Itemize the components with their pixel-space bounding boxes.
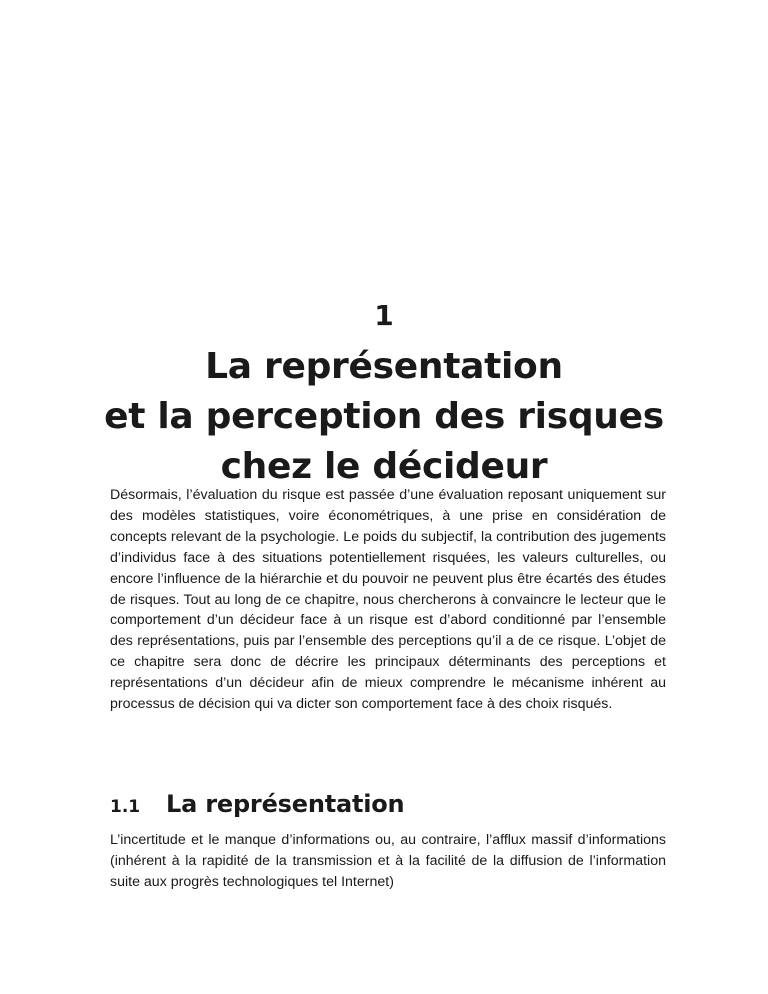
section-number: 1.1 — [110, 797, 141, 817]
chapter-header — [0, 296, 768, 492]
section-heading — [110, 790, 666, 818]
section-title: La représentation — [166, 790, 405, 818]
chapter-title-line: chez le décideur — [220, 446, 548, 487]
chapter-number: 1 — [374, 299, 394, 332]
chapter-title-line: et la perception des risques — [104, 396, 664, 437]
section-paragraph: L’incertitude et le manque d’informations ou, au contraire, l’afflux massif d’informations (inhérent à la rapidité de la transmission et à la facilité de la diffusion de l’information suite aux progrès technologiques tel Internet) — [110, 832, 666, 890]
intro-paragraph: Désormais, l’évaluation du risque est passée d’une évaluation reposant uniquement sur des modèles statistiques, voire économétriques, à une prise en considération de concepts relevant de la psychologie. Le poids du subjectif, la contribution des jugements d’individus face à des situations potentiellement risquées, les valeurs culturelles, ou encore l’influence de la hiérarchie et du pouvoir ne peuvent plus être écartés des études de risques. Tout au long de ce chapitre, nous chercherons à convaincre le lecteur que le comportement d’un décideur face à un risque est d’abord conditionné par l’ensemble des représentations, puis par l’ensemble des perceptions qu’il a de ce risque. L’objet de ce chapitre sera donc de décrire les principaux déterminants des perceptions et représentations d’un décideur afin de mieux comprendre le mécanisme inhérent au processus de décision qui va dicter son comportement face à des choix risqués. — [110, 487, 666, 713]
chapter-title-line: La représentation — [205, 346, 563, 387]
chapter-title — [0, 342, 768, 492]
